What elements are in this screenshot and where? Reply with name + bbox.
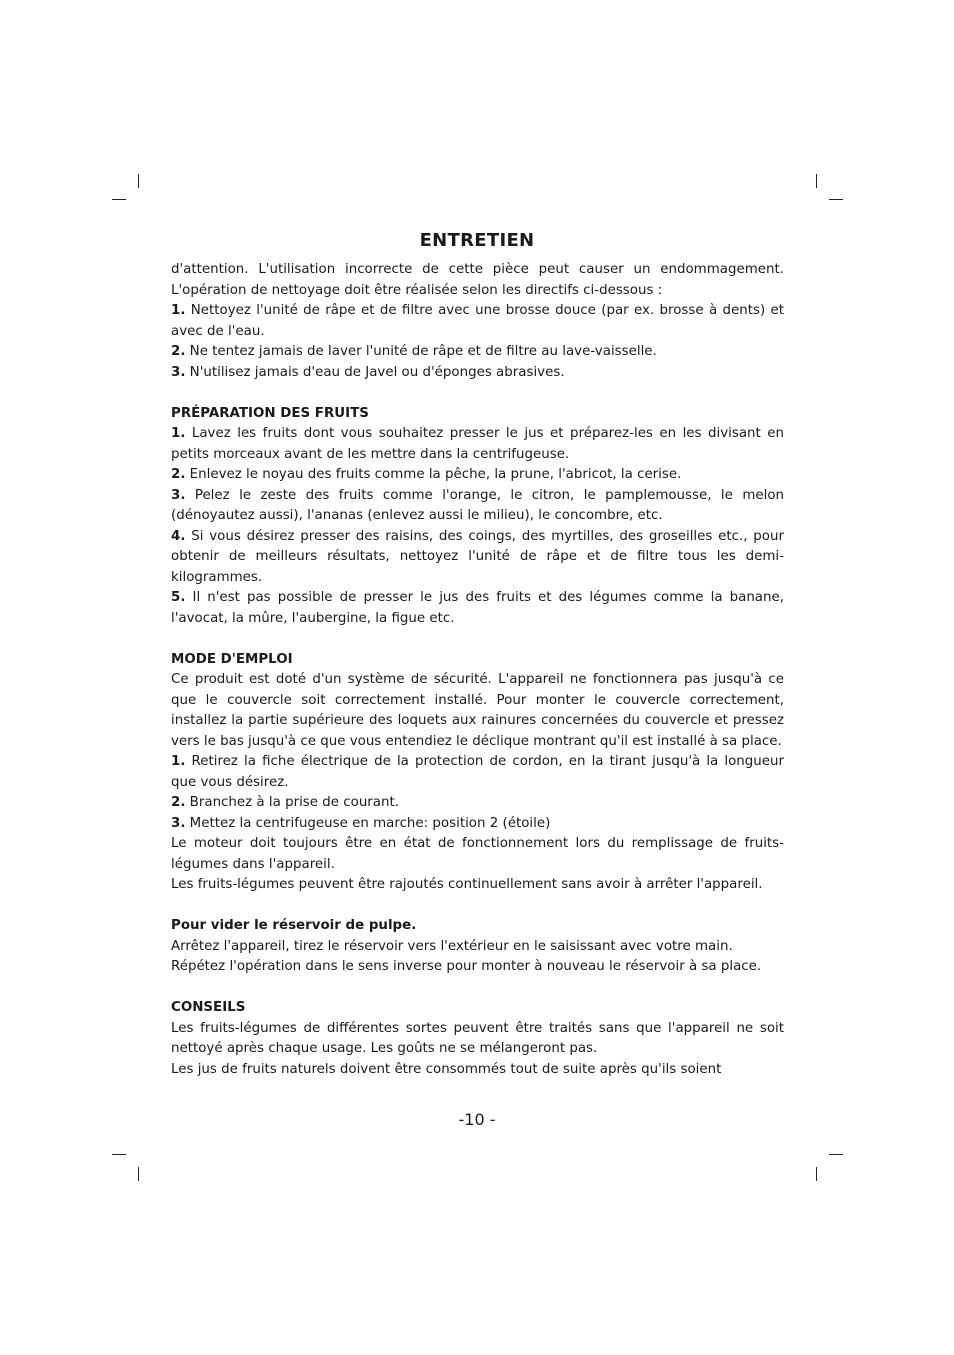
mode-step: 1. Retirez la fiche électrique de la protection de cordon, en la tirant jusqu'à la longueur que vous désirez.: [171, 754, 784, 790]
crop-mark: [138, 174, 139, 188]
preparation-step: 5. Il n'est pas possible de presser le jus des fruits et des légumes comme la banane, l'avocat, la mûre, l'aubergine, la figue etc.: [171, 590, 784, 626]
tips-text: Les jus de fruits naturels doivent être consommés tout de suite après qu'ils soient: [171, 1061, 722, 1077]
mode-intro: Ce produit est doté d'un système de sécurité. L'appareil ne fonctionnera pas jusqu'à ce que le couvercle soit correctement installé. Pour monter le couvercle correctement, installez la partie supérieure des loquets aux rainures concernées du couvercle et pressez vers le bas jusqu'à ce que vous entendiez le déclique montrant qu'il est installé à sa place.: [171, 672, 784, 749]
preparation-step: 3. Pelez le zeste des fruits comme l'orange, le citron, le pamplemousse, le melon (dénoyautez aussi), l'ananas (enlevez aussi le milieu), le concombre, etc.: [171, 487, 784, 523]
pulp-text: Répétez l'opération dans le sens inverse pour monter à nouveau le réservoir à sa place.: [171, 959, 762, 974]
section-heading-pulp: Pour vider le réservoir de pulpe.: [171, 918, 417, 933]
crop-mark: [816, 1167, 817, 1181]
tips-text: Les fruits-légumes de différentes sortes peuvent être traités sans que l'appareil ne soit nettoyé après chaque usage. Les goûts ne se mélangeront pas.: [171, 1020, 784, 1056]
maintenance-step: 3. N'utilisez jamais d'eau de Javel ou d'éponges abrasives.: [171, 364, 565, 380]
crop-mark: [112, 199, 126, 200]
page-number: -10 -: [458, 1110, 496, 1129]
page-title: ENTRETIEN: [419, 230, 535, 251]
intro-line: d'attention. L'utilisation incorrecte de cette pièce peut causer un endommagement.: [171, 262, 784, 277]
pulp-text: Arrêtez l'appareil, tirez le réservoir vers l'extérieur en le saisissant avec votre main.: [171, 938, 733, 954]
maintenance-step: 1. Nettoyez l'unité de râpe et de filtre avec une brosse douce (par ex. brosse à dents) et avec de l'eau.: [171, 303, 784, 339]
document-body: [171, 260, 784, 1080]
section-heading-mode: MODE D'EMPLOI: [171, 651, 293, 667]
crop-mark: [829, 1154, 843, 1155]
section-heading-preparation: PRÉPARATION DES FRUITS: [171, 405, 369, 421]
crop-mark: [816, 174, 817, 188]
mode-note: Le moteur doit toujours être en état de fonctionnement lors du remplissage de fruits-légumes dans l'appareil.: [171, 836, 784, 872]
crop-mark: [829, 199, 843, 200]
preparation-step: 1. Lavez les fruits dont vous souhaitez presser le jus et préparez-les en les divisant en petits morceaux avant de les mettre dans la centrifugeuse.: [171, 426, 784, 462]
section-heading-tips: CONSEILS: [171, 1000, 246, 1015]
intro-line: L'opération de nettoyage doit être réalisée selon les directifs ci-dessous :: [171, 282, 663, 298]
crop-mark: [138, 1167, 139, 1181]
preparation-step: 2. Enlevez le noyau des fruits comme la pêche, la prune, l'abricot, la cerise.: [171, 467, 682, 482]
mode-step: 2. Branchez à la prise de courant.: [171, 795, 400, 810]
mode-step: 3. Mettez la centrifugeuse en marche: position 2 (étoile): [171, 815, 551, 831]
mode-note: Les fruits-légumes peuvent être rajoutés continuellement sans avoir à arrêter l'appareil.: [171, 877, 763, 892]
preparation-step: 4. Si vous désirez presser des raisins, des coings, des myrtilles, des groseilles etc., pour obtenir de meilleurs résultats, nettoyez l'unité de râpe et de filtre tous les demi-kilogrammes.: [171, 528, 784, 585]
maintenance-step: 2. Ne tentez jamais de laver l'unité de râpe et de filtre au lave-vaisselle.: [171, 344, 657, 359]
crop-mark: [112, 1154, 126, 1155]
